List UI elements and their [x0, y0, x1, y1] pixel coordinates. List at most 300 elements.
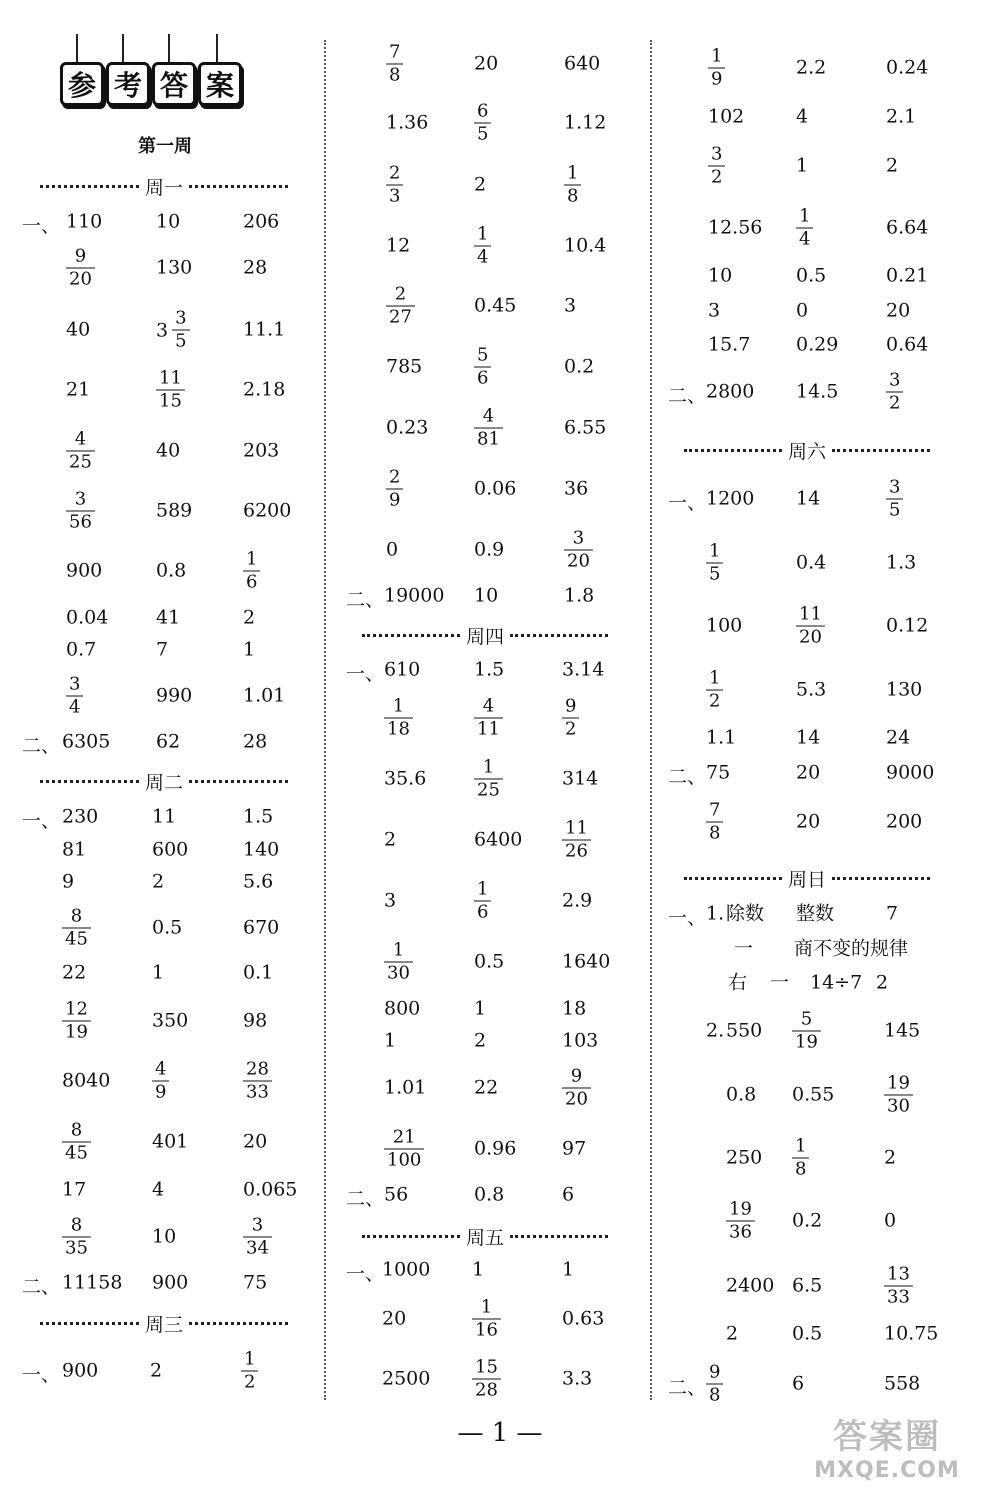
part-prefix: 一、	[668, 492, 707, 514]
answer-cell: 2400	[726, 1274, 775, 1297]
answer-cell: 1200	[706, 487, 755, 510]
answer-cell: 0.12	[886, 614, 929, 637]
section-header	[40, 173, 288, 200]
denominator: 2	[562, 718, 579, 739]
answer-cell: 350	[152, 1009, 189, 1032]
denominator: 30	[384, 962, 413, 983]
answer-cell: 2	[876, 971, 889, 994]
answer-cell: 0.8	[156, 559, 187, 582]
answer-cell: 0	[796, 299, 809, 322]
denominator: 20	[66, 268, 95, 289]
numerator: 21	[392, 1126, 416, 1148]
answer-cell: 22	[62, 961, 87, 984]
numerator: 11	[799, 603, 822, 625]
denominator: 9	[152, 1081, 169, 1102]
answer-cell: 除数	[726, 902, 765, 925]
answer-cell: 17	[62, 1178, 87, 1201]
part-prefix: 一、	[22, 1364, 61, 1386]
fraction	[152, 1058, 169, 1103]
fraction	[564, 162, 581, 207]
numerator: 3	[711, 143, 723, 165]
answer-cell: 98	[243, 1009, 268, 1032]
numerator: 3	[69, 673, 81, 695]
denominator: 6	[474, 901, 491, 922]
dotted-rule	[510, 1235, 608, 1238]
page-number: — 1 —	[457, 1418, 543, 1448]
numerator: 1	[480, 1296, 493, 1318]
answer-cell: 35.6	[384, 767, 427, 790]
answer-cell: 0.1	[243, 961, 274, 984]
answer-cell: 1.1	[706, 726, 737, 749]
answer-cell: 2.9	[562, 889, 593, 912]
answer-cell: 10	[474, 584, 499, 607]
whole-part: 3	[156, 319, 169, 341]
answer-cell: 10	[156, 210, 181, 233]
numerator: 3	[889, 476, 901, 498]
fraction	[386, 41, 403, 86]
dotted-rule	[189, 1322, 288, 1325]
answer-cell: 140	[243, 838, 280, 861]
denominator: 30	[884, 1095, 913, 1116]
fraction	[474, 223, 491, 268]
denominator: 4	[474, 246, 491, 267]
answer-cell: 2.18	[243, 378, 286, 401]
numerator: 1	[567, 162, 579, 184]
answer-cell: 20	[796, 810, 821, 833]
denominator: 100	[384, 1149, 424, 1170]
fraction	[474, 878, 491, 923]
answer-cell: 0.5	[796, 264, 827, 287]
part-prefix: 一、	[22, 810, 61, 832]
answer-cell: 1.01	[384, 1076, 427, 1099]
answer-cell: 41	[156, 606, 181, 629]
denominator: 25	[474, 779, 503, 800]
fraction	[792, 1008, 821, 1053]
answer-cell: 10.4	[564, 234, 607, 257]
fraction	[66, 428, 95, 473]
answer-cell: 230	[62, 805, 99, 828]
fraction	[243, 1058, 272, 1103]
fraction	[386, 466, 403, 511]
denominator: 19	[62, 1021, 91, 1042]
denominator: 36	[726, 1221, 755, 1242]
answer-cell: 0.8	[474, 1183, 505, 1206]
part-prefix: 一、	[346, 1263, 385, 1285]
answer-cell: 6.5	[792, 1274, 823, 1297]
numerator: 13	[887, 1263, 910, 1285]
dotted-rule	[510, 634, 608, 637]
answer-cell: 203	[243, 439, 280, 462]
answer-cell: 1.12	[564, 111, 607, 134]
title-char-2: 考	[106, 62, 150, 106]
fraction	[243, 1214, 272, 1259]
fraction	[62, 905, 91, 950]
answer-cell: 6400	[474, 828, 523, 851]
answer-cell: 103	[562, 1029, 599, 1052]
fraction	[66, 245, 95, 290]
fraction	[562, 817, 591, 862]
mixed-number	[156, 307, 190, 352]
answer-cell: 14÷7	[810, 971, 863, 994]
part-prefix: 一、	[668, 907, 707, 929]
answer-cell: 8040	[62, 1069, 111, 1092]
part-prefix: 二、	[346, 589, 385, 611]
answer-cell: 6200	[243, 499, 292, 522]
numerator: 5	[800, 1008, 813, 1030]
numerator: 1	[709, 667, 721, 689]
answer-cell: 5.6	[243, 870, 274, 893]
answer-cell: 610	[384, 658, 421, 681]
denominator: 33	[884, 1286, 913, 1307]
answer-cell: 1.36	[386, 111, 429, 134]
answer-cell: 20	[796, 761, 821, 784]
answer-cell: 0	[386, 538, 399, 561]
part-prefix: 二、	[346, 1188, 385, 1210]
answer-cell: 0.96	[474, 1137, 517, 1160]
fraction	[472, 1356, 501, 1401]
answer-cell: 800	[384, 997, 421, 1020]
section-label: 周六	[788, 441, 827, 463]
numerator: 8	[70, 905, 83, 927]
section-label: 周一	[145, 177, 184, 199]
answer-cell: 一	[734, 937, 754, 960]
denominator: 4	[66, 696, 83, 717]
denominator: 45	[62, 928, 91, 949]
answer-cell: 0	[884, 1209, 897, 1232]
numerator: 12	[65, 998, 88, 1020]
dotted-rule	[832, 449, 930, 452]
fraction	[243, 548, 260, 593]
answer-cell: 900	[62, 1359, 99, 1382]
answer-cell: 6	[792, 1372, 805, 1395]
denominator: 28	[472, 1379, 501, 1400]
answer-cell: 250	[726, 1146, 763, 1169]
fraction	[66, 488, 95, 533]
fraction	[706, 799, 723, 844]
answer-cell: 24	[886, 726, 911, 749]
answer-cell: 2800	[706, 380, 755, 403]
denominator: 2	[708, 166, 725, 187]
answer-cell: 商不变的规律	[794, 937, 909, 960]
answer-cell: 550	[726, 1019, 763, 1042]
section-header	[362, 622, 608, 649]
dotted-rule	[40, 1322, 139, 1325]
answer-cell: 2	[474, 173, 487, 196]
part-prefix: 二、	[668, 766, 707, 788]
fraction	[384, 1126, 424, 1171]
denominator: 18	[384, 718, 413, 739]
section-label: 周四	[466, 626, 505, 648]
fraction	[706, 540, 723, 585]
answer-cell: 0.5	[792, 1322, 823, 1345]
answer-cell: 36	[564, 477, 589, 500]
answer-cell: 56	[384, 1183, 409, 1206]
numerator: 8	[70, 1119, 83, 1141]
answer-cell: 9000	[886, 761, 935, 784]
answer-cell: 640	[564, 52, 601, 75]
answer-cell: 81	[62, 838, 87, 861]
section-label: 周三	[145, 1314, 184, 1336]
denominator: 16	[472, 1319, 501, 1340]
numerator: 9	[570, 1065, 583, 1087]
answer-cell: 28	[243, 730, 268, 753]
denominator: 2	[886, 392, 903, 413]
answer-cell: 145	[884, 1019, 921, 1042]
fraction	[474, 100, 491, 145]
answer-cell: 1.5	[243, 805, 274, 828]
numerator: 1	[482, 756, 495, 778]
fraction	[706, 1361, 723, 1406]
answer-cell: 1	[472, 1258, 485, 1281]
title-char-3: 答	[152, 62, 196, 106]
section-header	[684, 437, 930, 464]
answer-cell: 14	[796, 487, 821, 510]
answer-cell: 100	[706, 614, 743, 637]
answer-cell: 785	[386, 355, 423, 378]
numerator: 1	[799, 205, 811, 227]
numerator: 1	[392, 939, 405, 961]
answer-cell: 0.06	[474, 477, 517, 500]
numerator: 11	[159, 367, 182, 389]
answer-key-sign	[60, 34, 250, 114]
answer-cell: 4	[152, 1178, 165, 1201]
answer-cell: 6.55	[564, 416, 607, 439]
denominator: 9	[708, 68, 725, 89]
numerator: 2	[389, 466, 401, 488]
answer-cell: 15.7	[708, 333, 751, 356]
answer-cell: 18	[562, 997, 587, 1020]
dotted-rule	[362, 634, 460, 637]
numerator: 7	[709, 799, 721, 821]
section-label: 周二	[145, 772, 184, 794]
denominator: 81	[474, 428, 503, 449]
answer-cell: 2	[150, 1359, 163, 1382]
numerator: 7	[389, 41, 401, 63]
denominator: 11	[474, 718, 503, 739]
answer-cell: 0.21	[886, 264, 929, 287]
answer-cell: 19000	[384, 584, 445, 607]
denominator: 8	[564, 185, 581, 206]
answer-cell: 0.5	[474, 950, 505, 973]
answer-cell: 0.23	[386, 416, 429, 439]
answer-cell: 22	[474, 1076, 499, 1099]
numerator: 5	[477, 344, 489, 366]
fraction	[562, 1065, 591, 1110]
answer-cell: 0.04	[66, 606, 109, 629]
denominator: 8	[706, 822, 723, 843]
numerator: 3	[572, 527, 585, 549]
answer-cell: 0.29	[796, 333, 839, 356]
denominator: 34	[243, 1237, 272, 1258]
week-title: 第一周	[138, 136, 192, 157]
dotted-rule	[189, 780, 288, 783]
answer-cell: 1	[384, 1029, 397, 1052]
answer-cell: 2500	[382, 1367, 431, 1390]
fraction	[796, 205, 813, 250]
numerator: 1	[246, 548, 258, 570]
title-char-1: 参	[60, 62, 104, 106]
answer-cell: 40	[66, 318, 91, 341]
answer-cell: 0.8	[726, 1083, 757, 1106]
fraction	[884, 1072, 913, 1117]
numerator: 9	[709, 1361, 721, 1383]
answer-cell: 990	[156, 684, 193, 707]
numerator: 15	[475, 1356, 498, 1378]
numerator: 1	[711, 45, 723, 67]
dotted-rule	[40, 780, 139, 783]
answer-cell: 14.5	[796, 380, 839, 403]
site-watermark	[792, 1409, 982, 1489]
answer-cell: 3	[708, 299, 721, 322]
dotted-rule	[684, 877, 782, 880]
fraction	[706, 667, 723, 712]
numerator: 4	[482, 405, 495, 427]
answer-cell: 5.3	[796, 678, 827, 701]
fraction	[886, 476, 903, 521]
numerator: 4	[74, 428, 87, 450]
answer-cell: 900	[66, 559, 103, 582]
answer-cell: 1.8	[564, 584, 595, 607]
answer-cell: 670	[243, 916, 280, 939]
answer-cell: 20	[886, 299, 911, 322]
fraction	[708, 143, 725, 188]
section-label: 周日	[788, 869, 827, 891]
answer-cell: 1.3	[886, 551, 917, 574]
part-prefix: 一、	[346, 663, 385, 685]
fraction	[66, 673, 83, 718]
part-prefix: 二、	[668, 385, 707, 407]
numerator: 4	[482, 695, 495, 717]
answer-cell: 3	[384, 889, 397, 912]
answer-cell: 1.01	[243, 684, 286, 707]
answer-cell: 一	[770, 971, 790, 994]
column-divider-right	[650, 40, 652, 1400]
fraction	[562, 695, 579, 740]
fraction	[384, 695, 413, 740]
numerator: 3	[251, 1214, 264, 1236]
denominator: 20	[562, 1088, 591, 1109]
answer-cell: 130	[156, 256, 193, 279]
numerator: 2	[394, 283, 407, 305]
denominator: 26	[562, 840, 591, 861]
section-header	[40, 1310, 288, 1337]
answer-cell: 0.55	[792, 1083, 835, 1106]
answer-cell: 2	[152, 870, 165, 893]
fraction	[726, 1198, 755, 1243]
fraction	[386, 283, 415, 328]
answer-cell: 11	[152, 805, 177, 828]
answer-cell: 0.065	[243, 1178, 298, 1201]
answer-cell: 20	[382, 1307, 407, 1330]
fraction	[386, 162, 403, 207]
denominator: 20	[796, 626, 825, 647]
denominator: 35	[62, 1237, 91, 1258]
title-char-4: 案	[198, 62, 242, 106]
fraction	[62, 998, 91, 1043]
denominator: 6	[243, 571, 260, 592]
answer-cell: 900	[152, 1271, 189, 1294]
answer-cell: 0.64	[886, 333, 929, 356]
answer-cell: 1	[474, 997, 487, 1020]
column-divider-left	[324, 40, 326, 1400]
answer-cell: 0.5	[152, 916, 183, 939]
answer-cell: 1	[152, 961, 165, 984]
numerator: 19	[729, 1198, 752, 1220]
answer-cell: 1	[796, 154, 809, 177]
numerator: 1	[795, 1135, 807, 1157]
answer-cell: 0.4	[796, 551, 827, 574]
fraction	[474, 695, 503, 740]
numerator: 6	[477, 100, 489, 122]
denominator: 3	[386, 185, 403, 206]
denominator: 15	[156, 390, 185, 411]
answer-cell: 1	[562, 1258, 575, 1281]
denominator: 4	[796, 228, 813, 249]
answer-cell: 0.24	[886, 56, 929, 79]
section-header	[40, 768, 288, 795]
denominator: 6	[474, 367, 491, 388]
answer-cell: 0.9	[474, 538, 505, 561]
dotted-rule	[684, 449, 782, 452]
answer-cell: 6.64	[886, 216, 929, 239]
fraction	[474, 756, 503, 801]
answer-cell: 600	[152, 838, 189, 861]
denominator: 19	[792, 1031, 821, 1052]
fraction	[156, 367, 185, 412]
numerator: 1	[477, 223, 489, 245]
numerator: 3	[175, 307, 187, 329]
answer-cell: 1.5	[474, 658, 505, 681]
fraction	[384, 939, 413, 984]
answer-cell: 10.75	[884, 1322, 939, 1345]
answer-cell: 2	[384, 828, 397, 851]
answer-cell: 2	[884, 1146, 897, 1169]
answer-cell: 2.2	[796, 56, 827, 79]
answer-cell: 12.56	[708, 216, 763, 239]
answer-cell: 21	[66, 378, 91, 401]
fraction	[472, 1296, 501, 1341]
numerator: 1	[392, 695, 405, 717]
answer-cell: 200	[886, 810, 923, 833]
numerator: 3	[889, 369, 901, 391]
answer-cell: 28	[243, 256, 268, 279]
denominator: 8	[706, 1384, 723, 1405]
denominator: 2	[706, 690, 723, 711]
answer-cell: 1640	[562, 950, 611, 973]
answer-cell: 2	[243, 606, 256, 629]
fraction	[474, 405, 503, 450]
fraction	[172, 307, 189, 352]
answer-cell: 0.63	[562, 1307, 605, 1330]
answer-cell: 20	[474, 52, 499, 75]
answer-cell: 10	[708, 264, 733, 287]
denominator: 8	[792, 1158, 809, 1179]
answer-cell: 14	[796, 726, 821, 749]
answer-cell: 2	[474, 1029, 487, 1052]
part-prefix: 一、	[22, 215, 61, 237]
part-prefix: 二、	[22, 735, 61, 757]
numerator: 3	[74, 488, 87, 510]
section-label: 周五	[466, 1227, 505, 1249]
answer-cell: 1	[243, 638, 256, 661]
denominator: 20	[564, 550, 593, 571]
fraction	[241, 1348, 258, 1393]
answer-cell: 62	[156, 730, 181, 753]
numerator: 1	[244, 1348, 256, 1370]
answer-cell: 102	[708, 105, 745, 128]
answer-cell: 7	[156, 638, 169, 661]
dotted-rule	[362, 1235, 460, 1238]
